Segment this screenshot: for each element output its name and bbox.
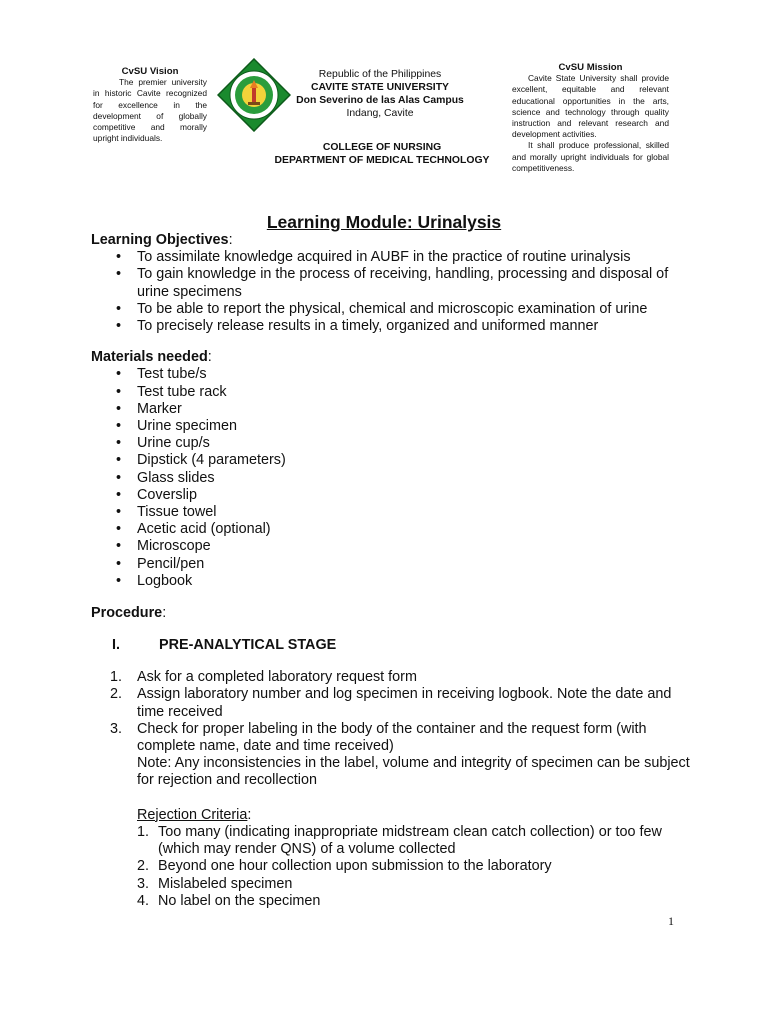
list-item: • Dipstick (4 parameters) [91, 452, 691, 469]
procedure-heading: Procedure: [91, 605, 167, 622]
list-item: • Test tube/s [91, 366, 691, 383]
page-number: 1 [668, 914, 674, 928]
list-item: • Microscope [91, 538, 691, 555]
list-item: 1. Ask for a completed laboratory request form [110, 669, 417, 686]
list-item: • To precisely release results in a timely, organized and uniformed manner [91, 318, 691, 335]
list-item: 3. Check for proper labeling in the body of the container and the request form (with complete name, date and time received) Note: Any inconsistencies in the label, volume and integrity of specimen can be subject for rejection and recollection [110, 720, 690, 789]
vision-text: The premier university in historic Cavite recognized for excellence in the development of globally competitive and morally upright individuals. [93, 77, 207, 144]
republic-line: Republic of the Philippines [318, 69, 442, 80]
university-seal [217, 58, 291, 132]
list-item: • Acetic acid (optional) [91, 521, 691, 538]
list-item: • Pencil/pen [91, 556, 691, 573]
list-item: • To gain knowledge in the process of receiving, handling, processing and disposal of urine specimens [91, 266, 691, 300]
vision-block [93, 66, 207, 144]
list-item: 2. Beyond one hour collection upon submission to the laboratory [137, 858, 552, 875]
stage-heading [91, 637, 691, 654]
mission-text: Cavite State University shall provide excellent, equitable and relevant educational opportunities in the arts, science and technology through quality instruction and relevant research and development activities. [512, 73, 669, 140]
list-item: • Coverslip [91, 487, 691, 504]
mission-block [512, 62, 669, 174]
list-item: • Glass slides [91, 470, 691, 487]
list-item: • Test tube rack [91, 384, 691, 401]
materials-list [91, 366, 691, 590]
college-name: COLLEGE OF NURSING [322, 142, 442, 153]
campus-name: Don Severino de las Alas Campus [296, 95, 464, 106]
list-item: • To assimilate knowledge acquired in AUBF in the practice of routine urinalysis [91, 249, 691, 266]
rejection-heading: Rejection Criteria: [137, 806, 252, 823]
list-item: • Tissue towel [91, 504, 691, 521]
list-item: 2. Assign laboratory number and log specimen in receiving logbook. Note the date and time received [110, 686, 672, 720]
rejection-note: Note: Any inconsistencies in the label, volume and integrity of specimen can be subject for rejection and recollection [137, 755, 690, 789]
objectives-heading: Learning Objectives: [91, 232, 233, 248]
rejection-list [91, 824, 691, 910]
stage-title: PRE-ANALYTICAL STAGE [159, 637, 337, 654]
department-name: DEPARTMENT OF MEDICAL TECHNOLOGY [274, 155, 490, 166]
university-name: CAVITE STATE UNIVERSITY [311, 82, 449, 93]
objectives-list [91, 249, 691, 335]
list-item: • To be able to report the physical, chemical and microscopic examination of urine [91, 301, 691, 318]
list-item: • Marker [91, 401, 691, 418]
list-item: 1. Too many (indicating inappropriate midstream clean catch collection) or too few (which may render QNS) of a volume collected [137, 823, 662, 858]
list-item: 4. No label on the specimen [137, 892, 321, 909]
list-item: 3. Mislabeled specimen [137, 875, 293, 892]
module-title: Learning Module: Urinalysis [266, 212, 502, 232]
list-item: • Urine specimen [91, 418, 691, 435]
stage-number: I. [112, 637, 120, 654]
materials-heading: Materials needed: [91, 349, 212, 366]
college-block [262, 141, 502, 167]
list-item: • Logbook [91, 573, 691, 590]
campus-location: Indang, Cavite [346, 108, 414, 119]
list-item: • Urine cup/s [91, 435, 691, 452]
vision-title: CvSU Vision [121, 66, 179, 77]
mission-title: CvSU Mission [558, 62, 623, 73]
mission-text-2: It shall produce professional, skilled and morally upright individuals for global competitiveness. [512, 140, 669, 173]
procedure-steps [91, 669, 691, 789]
module-body [91, 232, 691, 910]
institution-block [290, 68, 470, 120]
